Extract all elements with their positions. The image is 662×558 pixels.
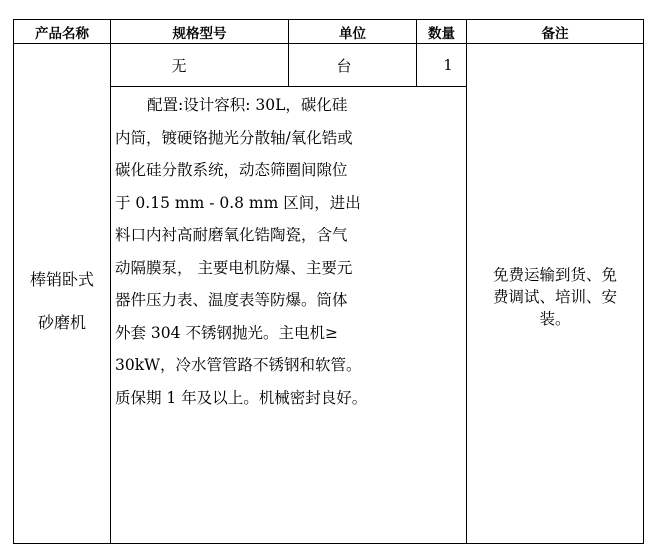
unit-value: 台 xyxy=(336,56,352,75)
remark-line: 免费运输到货、免 xyxy=(492,265,617,284)
config-line: 外套 304 不锈钢抛光。主电机≥ xyxy=(115,323,338,342)
product-table xyxy=(13,19,644,544)
config-line: 器件压力表、温度表等防爆。筒体 xyxy=(115,291,348,309)
config-line: 料口内衬高耐磨氧化锆陶瓷，含气 xyxy=(115,226,348,244)
header-quantity: 数量 xyxy=(428,25,455,42)
header-spec-model: 规格型号 xyxy=(172,25,227,42)
config-description xyxy=(115,89,462,414)
table-border-bottom xyxy=(13,543,644,544)
header-unit: 单位 xyxy=(339,25,366,42)
remark-line: 装。 xyxy=(539,309,571,328)
quantity-value: 1 xyxy=(443,56,453,74)
config-line: 30kW，冷水管管路不锈钢和软管。 xyxy=(115,356,362,374)
col-divider-1 xyxy=(110,19,111,544)
product-name-line: 棒销卧式 xyxy=(29,270,94,289)
product-name-cell xyxy=(14,44,110,543)
config-line: 动隔膜泵， 主要电机防爆、主要元 xyxy=(115,258,353,277)
remark-line: 费调试、培训、安 xyxy=(492,287,617,306)
config-line: 配置:设计容积: 30L，碳化硅 xyxy=(147,96,348,114)
config-line: 于 0.15 mm - 0.8 mm 区间，进出 xyxy=(115,193,361,212)
config-line: 碳化硅分散系统，动态筛圈间隙位 xyxy=(115,161,348,179)
spec-row-divider xyxy=(110,86,466,87)
spec-model-value: 无 xyxy=(171,56,187,75)
config-line: 内筒，镀硬铬抛光分散轴/氧化锆或 xyxy=(115,128,353,147)
header-remark: 备注 xyxy=(541,25,569,42)
header-product-name: 产品名称 xyxy=(35,25,89,42)
remark-cell xyxy=(467,44,643,543)
table-border-right xyxy=(643,19,644,544)
config-line: 质保期 1 年及以上。机械密封良好。 xyxy=(115,388,368,407)
product-name-line: 砂磨机 xyxy=(37,313,86,332)
